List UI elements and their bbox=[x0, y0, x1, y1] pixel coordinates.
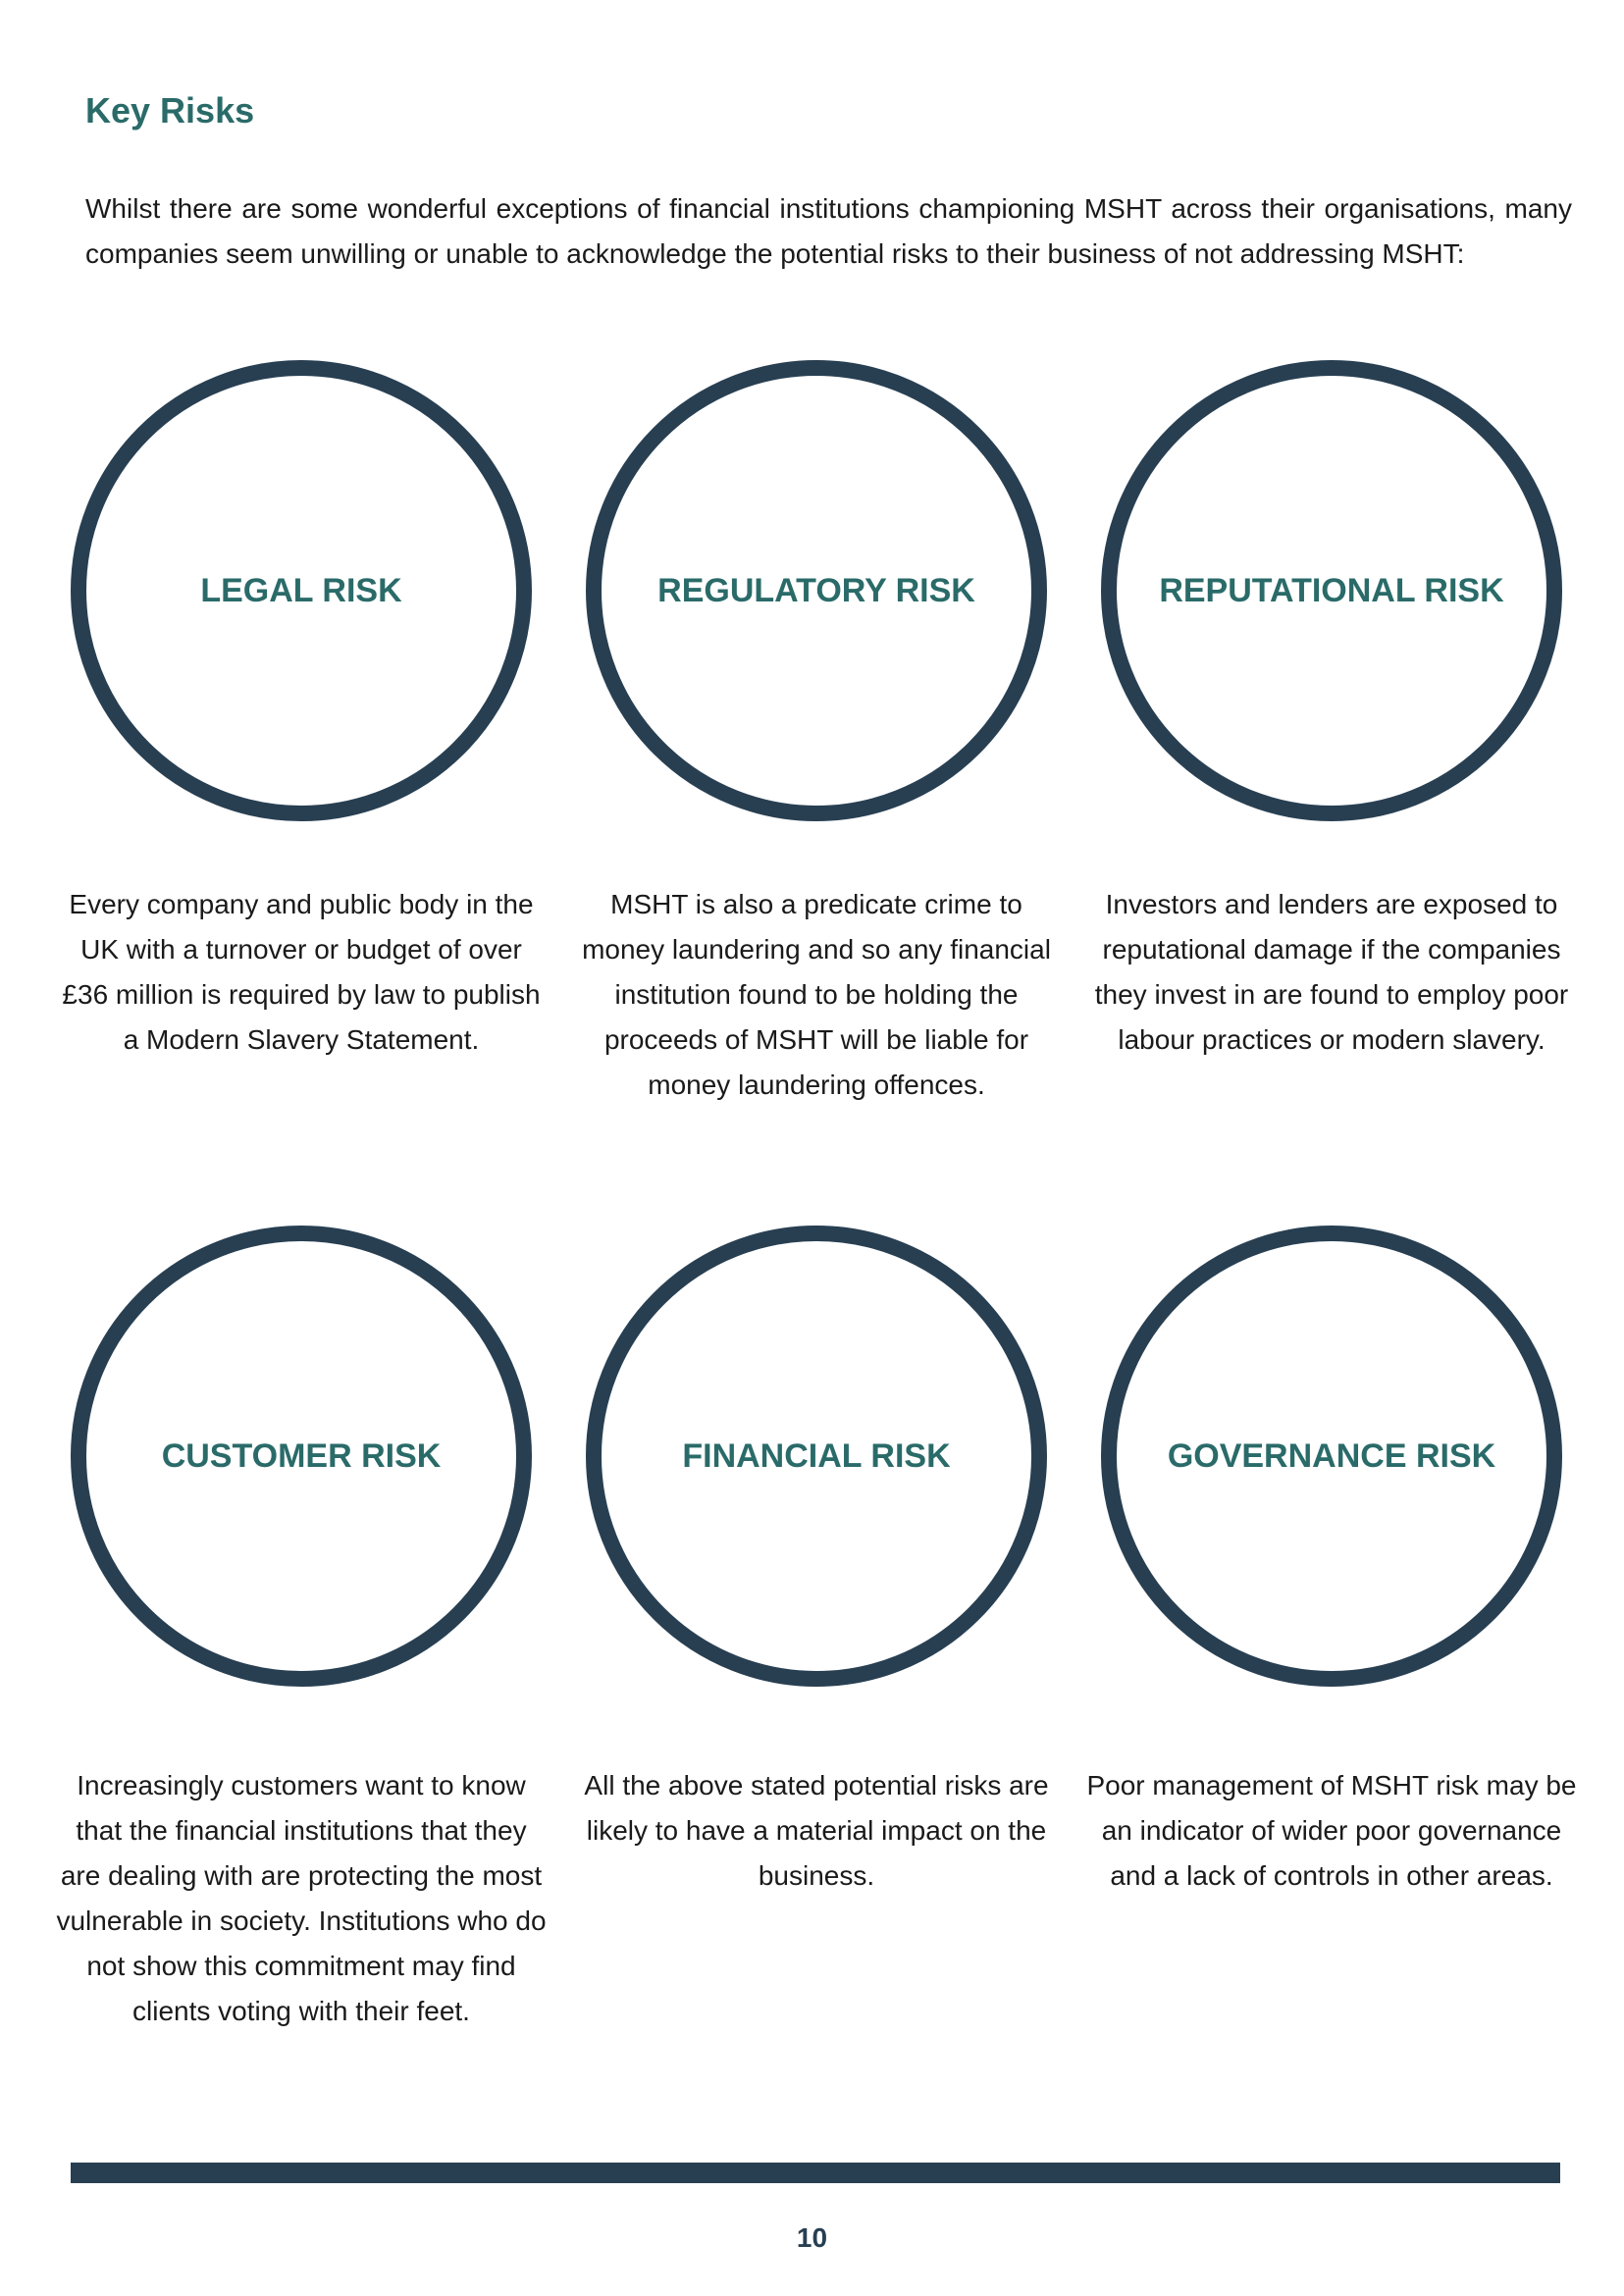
risk-description: Every company and public body in the UK with a turnover or budget of over £36 million is required by law to publish a Modern Slavery Statement. bbox=[62, 889, 541, 1055]
risk-title: REGULATORY RISK bbox=[657, 571, 975, 609]
risk-description: All the above stated potential risks are likely to have a material impact on the business. bbox=[584, 1770, 1049, 1891]
risk-circle bbox=[586, 360, 1047, 821]
risk-description: Increasingly customers want to know that the financial institutions that they are dealing with are protecting the most vulnerable in society. Institutions who do not show this commitment may find clients voting with their feet. bbox=[56, 1770, 547, 2026]
risk-title: CUSTOMER RISK bbox=[161, 1436, 442, 1475]
risk-title: FINANCIAL RISK bbox=[682, 1436, 951, 1475]
risk-circle bbox=[1101, 360, 1562, 821]
page-title: Key Risks bbox=[85, 90, 255, 130]
risk-circle bbox=[586, 1226, 1047, 1687]
risk-description: Poor management of MSHT risk may be an indicator of wider poor governance and a lack of controls in other areas. bbox=[1086, 1770, 1577, 1891]
risk-circle bbox=[71, 1226, 532, 1687]
risk-title: REPUTATIONAL RISK bbox=[1159, 571, 1504, 609]
risk-description: Investors and lenders are exposed to reputational damage if the companies they invest in are found to employ poor labour practices or modern slavery. bbox=[1094, 889, 1569, 1055]
footer-divider-bar bbox=[71, 2163, 1560, 2183]
intro-paragraph: Whilst there are some wonderful exceptions of financial institutions championing MSHT across their organisations, many companies seem unwilling or unable to acknowledge the potential risks to their business of not addressing MSHT: bbox=[85, 193, 1572, 269]
risk-title: LEGAL RISK bbox=[200, 571, 402, 609]
page-number: 10 bbox=[796, 2222, 828, 2253]
risk-description: MSHT is also a predicate crime to money laundering and so any financial institution found to be holding the proceeds of MSHT will be liable for money laundering offences. bbox=[582, 889, 1051, 1100]
risk-title: GOVERNANCE RISK bbox=[1167, 1436, 1496, 1475]
risk-circle bbox=[1101, 1226, 1562, 1687]
risk-circle bbox=[71, 360, 532, 821]
